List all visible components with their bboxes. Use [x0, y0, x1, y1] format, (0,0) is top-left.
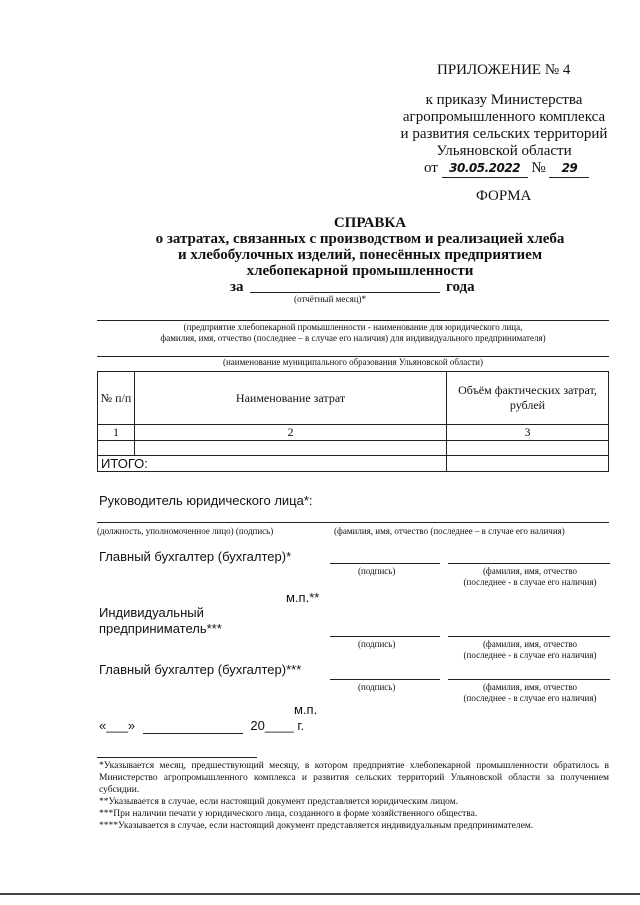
total-value-cell[interactable]: [447, 456, 609, 472]
fio-hint-line: (фамилия, имя, отчество: [482, 639, 578, 649]
chief-accountant-2-sign-line[interactable]: [330, 679, 440, 680]
entrepreneur-label: [99, 605, 222, 637]
order-number: 29: [549, 160, 589, 178]
table-cell: 3: [447, 425, 609, 441]
enterprise-hint-line: фамилия, имя, отчество (последнее – в случае его наличия) для индивидуального предпринимателя): [160, 333, 546, 343]
col-number-header: № п/п: [98, 372, 135, 425]
stamp-label-2: м.п.: [294, 702, 318, 717]
chief-accountant-label-2: Главный бухгалтер (бухгалтер)***: [99, 662, 302, 677]
period-field-line[interactable]: [250, 292, 440, 293]
entrepreneur-line: предприниматель***: [99, 621, 222, 636]
document-subtitle: [110, 231, 610, 279]
footnote-item: *Указывается месяц, предшествующий месяцу, в котором предприятие хлебопекарной промышленности обратилось в Министерство агропромышленного комплекса и развития сельских территорий Ульяновской области за получением субсидии.: [99, 761, 609, 795]
costs-table: [97, 371, 609, 472]
table-row[interactable]: [98, 441, 609, 456]
table-header-row: [98, 372, 609, 425]
fio-hint-line: (последнее - в случае его наличия): [463, 650, 597, 660]
enterprise-field-line[interactable]: [97, 320, 609, 321]
subtitle-line: и хлебобулочных изделий, понесённых предприятием: [177, 247, 543, 263]
sign-hint: (подпись): [358, 566, 396, 576]
fio-hint-line: (последнее - в случае его наличия): [463, 693, 597, 703]
subtitle-line: о затратах, связанных с производством и реализацией хлеба: [155, 231, 565, 247]
date-prefix: от: [424, 160, 438, 176]
signing-date[interactable]: [99, 718, 329, 734]
table-cell[interactable]: [135, 441, 447, 456]
subtitle-line: хлебопекарной промышленности: [246, 263, 474, 279]
page-bottom-rule: [0, 893, 640, 895]
table-cell[interactable]: [447, 441, 609, 456]
fio-hint: [448, 566, 612, 588]
entrepreneur-line: Индивидуальный: [99, 605, 204, 620]
table-row: [98, 425, 609, 441]
col-amount-header: Объём фактических затрат, рублей: [447, 372, 609, 425]
month-field[interactable]: [143, 718, 243, 734]
order-line: к приказу Министерства: [425, 92, 583, 108]
enterprise-hint: [97, 322, 609, 344]
table-cell[interactable]: [98, 441, 135, 456]
footnote-divider: [97, 757, 257, 758]
chief-accountant-2-fio-line[interactable]: [448, 679, 610, 680]
entrepreneur-fio-line[interactable]: [448, 636, 610, 637]
period-prefix: за: [230, 279, 244, 295]
order-date: 30.05.2022: [442, 160, 528, 178]
footnote-item: **Указывается в случае, если настоящий документ представляется юридическим лицом.: [99, 797, 459, 807]
total-label: ИТОГО:: [98, 456, 447, 472]
document-title: СПРАВКА: [333, 215, 407, 231]
fio-hint-line: (фамилия, имя, отчество: [482, 566, 578, 576]
head-fio-hint: (фамилия, имя, отчество (последнее – в случае его наличия): [334, 526, 565, 536]
order-line: и развития сельских территорий: [400, 126, 608, 142]
municipality-hint: (наименование муниципального образования Ульяновской области): [222, 357, 483, 367]
entrepreneur-sign-line[interactable]: [330, 636, 440, 637]
form-label: ФОРМА: [476, 188, 532, 204]
fio-hint: [448, 682, 612, 704]
head-signature-label: Руководитель юридического лица*:: [99, 493, 313, 508]
footnote-item: ****Указывается в случае, если настоящий документ представляется индивидуальным предпринимателем.: [99, 821, 534, 831]
chief-accountant-sign-line[interactable]: [330, 563, 440, 564]
chief-accountant-fio-line[interactable]: [448, 563, 610, 564]
fio-hint-line: (фамилия, имя, отчество: [482, 682, 578, 692]
appendix-title: ПРИЛОЖЕНИЕ № 4: [437, 62, 571, 78]
head-signature-line[interactable]: [97, 522, 609, 523]
table-total-row: [98, 456, 609, 472]
footnotes: [99, 760, 609, 832]
table-cell: 1: [98, 425, 135, 441]
col-name-header: Наименование затрат: [135, 372, 447, 425]
table-cell: 2: [135, 425, 447, 441]
footnote-item: ***При наличии печати у юридического лица, созданного в форме хозяйственного общества.: [99, 809, 478, 819]
order-line: агропромышленного комплекса: [402, 109, 606, 125]
fio-hint-line: (последнее - в случае его наличия): [463, 577, 597, 587]
sign-hint: (подпись): [358, 639, 396, 649]
order-date-row: [424, 160, 604, 178]
chief-accountant-label: Главный бухгалтер (бухгалтер)*: [99, 549, 292, 564]
number-sign: №: [531, 160, 546, 176]
enterprise-hint-line: (предприятие хлебопекарной промышленности - наименование для юридического лица,: [183, 322, 523, 332]
order-line: Ульяновской области: [436, 143, 572, 159]
head-position-hint: (должность, уполномоченное лицо) (подпись): [97, 526, 274, 536]
order-reference: [388, 92, 620, 160]
day-field[interactable]: «___»: [99, 718, 136, 733]
sign-hint: (подпись): [358, 682, 396, 692]
fio-hint: [448, 639, 612, 661]
stamp-label: м.п.**: [286, 590, 320, 605]
period-suffix: года: [446, 279, 475, 295]
year-field[interactable]: 20____ г.: [250, 718, 305, 733]
period-hint: (отчётный месяц)*: [293, 294, 367, 304]
